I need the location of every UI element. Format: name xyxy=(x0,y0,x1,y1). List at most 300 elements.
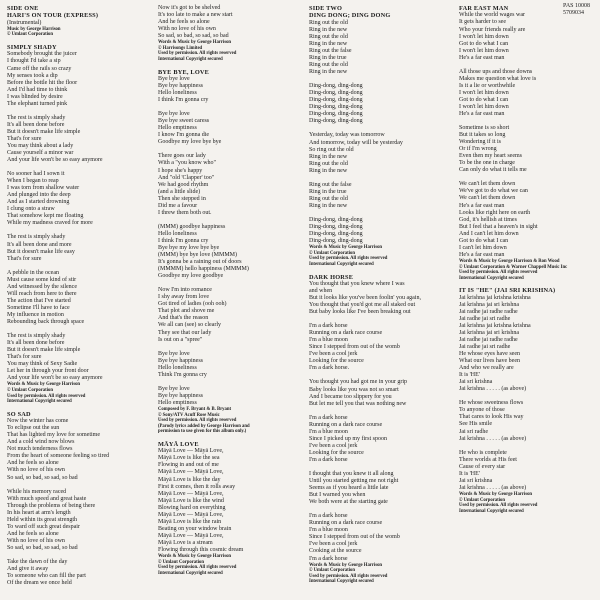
lyric-line: Not much tenderness flows xyxy=(7,446,73,453)
lyric-line: Looking for the source xyxy=(309,449,364,456)
lyric-line: Cause yourself a minor war xyxy=(7,150,74,157)
stanza-gap xyxy=(158,104,300,111)
lyric-line: Ring out the old xyxy=(309,160,348,167)
credit-line: Used by permission. All rights reserved xyxy=(459,270,538,276)
song-title: FAR EAST MAN xyxy=(459,5,509,12)
song-title: BYE BYE, LOVE xyxy=(158,68,210,76)
lyric-line: So sad, so bad, so sad, so bad xyxy=(7,474,78,481)
lyric-line: I thought that you knew it all along xyxy=(309,470,394,477)
lyric-line: Hello loneliness xyxy=(158,230,197,237)
lyric-line: I hope she's happy xyxy=(158,167,203,174)
catalog-line: 5709034 xyxy=(563,10,585,16)
lyric-line: Ding-dong, ding-dong xyxy=(309,83,363,90)
lyric-line: And give it away xyxy=(7,566,49,573)
lyric-line: I won't let him down xyxy=(459,89,509,96)
lyric-line: To eclipse out the sun xyxy=(7,425,60,432)
credit-line: Used by permission. All rights reserved xyxy=(158,418,237,424)
lyric-line: That somehow kept me floating xyxy=(7,213,84,220)
credit-line: Used by permission. All rights reserved xyxy=(158,565,237,571)
lyric-line: And your life won't be so easy anymore xyxy=(7,157,103,164)
lyric-line: I'm a dark horse xyxy=(309,456,348,463)
lyric-line: Bye bye love xyxy=(158,76,190,83)
lyric-line: You thought that you knew where I was xyxy=(309,280,405,287)
lyric-line: Even then my heart seems xyxy=(459,153,522,160)
lyric-line: It's gonna be a raining out of doors xyxy=(158,259,242,266)
lyric-line: Yesterday, today was tomorrow xyxy=(309,132,385,139)
lyric-line: It's all been done before xyxy=(7,340,65,347)
lyric-line: We all can (see) so clearly xyxy=(158,322,221,329)
lyric-line: But baby looks like I've been breaking out xyxy=(309,309,411,316)
lyric-line: Must cause some kind of stir xyxy=(7,276,77,283)
lyric-line: Hello emptiness xyxy=(158,125,197,132)
lyric-line: We can't let them down xyxy=(459,181,516,188)
lyric-line: Now it's got to be shelved xyxy=(158,5,221,11)
credit-line: Words & Music by George Harrison xyxy=(158,40,232,46)
stanza-gap xyxy=(7,552,149,559)
lyric-line: Flowing through this cosmic dream xyxy=(158,546,244,553)
credit-line: International Copyright secured xyxy=(158,570,223,576)
lyric-line: Ding-dong, ding-dong xyxy=(309,238,363,245)
lyric-line: With much speed and great haste xyxy=(7,495,87,502)
lyric-line: That cares to look His way xyxy=(459,414,524,421)
song-credits xyxy=(7,382,149,404)
lyric-line: And he feels so alone xyxy=(7,460,59,467)
lyric-line: It's all been done and more xyxy=(7,241,72,248)
lyric-line: I won't let him down xyxy=(459,47,509,54)
song-credits xyxy=(7,27,149,38)
stanza-gap xyxy=(158,344,300,351)
lyric-line: To anyone of those xyxy=(459,407,505,414)
lyric-line: That's for sure xyxy=(7,135,42,142)
lyric-line: Since I picked up my first spoon xyxy=(309,435,387,442)
lyric-line: In his heart at arm's length xyxy=(7,509,71,516)
song-block xyxy=(158,69,300,435)
stanza-gap xyxy=(7,482,149,489)
lyric-line: Take the dawn of the day xyxy=(7,559,68,565)
lyric-line: And "old 'Clapper' too" xyxy=(158,174,215,181)
lyric-line: It's too late to make a new start xyxy=(158,12,233,19)
lyric-line: Ding-dong, ding-dong xyxy=(309,223,363,230)
lyric-line: The rest is simply shady xyxy=(7,114,66,121)
lyric-line: I've been a cool jerk xyxy=(309,442,358,449)
lyric-line: You thought that you'd got me all staked out xyxy=(309,302,416,309)
lyric-line: Did me a favour xyxy=(158,202,198,209)
lyric-line: So sad, so bad, so sad, so bad xyxy=(158,33,229,40)
lyric-line: Since I stepped from out of the womb xyxy=(309,344,400,351)
lyric-line: But it looks like you've been foolin' you again, xyxy=(309,295,421,301)
lyric-line: Until you started getting me not right xyxy=(309,478,399,485)
stanza-gap xyxy=(459,118,600,125)
lyric-line: He's a far east man xyxy=(459,202,505,209)
lyric-line: Ring out the old xyxy=(309,33,348,40)
lyric-line: And I can't let him down xyxy=(459,230,519,237)
lyric-line: Baby looks like you was not so smart xyxy=(309,386,399,393)
lyric-line: Ding-dong, ding-dong xyxy=(309,104,363,111)
lyric-line: I think I'm gonna cry xyxy=(158,237,209,244)
lyric-line: With no love of his own xyxy=(7,537,65,544)
lyric-line: It is 'HE' xyxy=(459,470,480,477)
lyric-line: Ring out the old xyxy=(309,19,348,26)
lyric-line: And he feels so alone xyxy=(7,530,59,537)
lyric-line: I'm a dark horse. xyxy=(309,365,350,372)
lyric-line: Bye bye sweet caress xyxy=(158,118,210,125)
lyric-line: Since I stepped from out of the womb xyxy=(309,534,400,541)
lyric-line: Jai krishna jai sri krishna xyxy=(459,329,519,336)
lyric-line: Goodbye my love bye bye xyxy=(158,139,222,146)
lyrics-column-1 xyxy=(7,5,149,593)
credit-line: © Umlaut Corporation xyxy=(158,559,204,565)
song-title: IT IS "HE" (JAI SRI KRISHNA) xyxy=(459,287,556,295)
lyric-line: Jai krishna jai krishna krishna xyxy=(459,322,531,329)
lyric-line: Ding-dong, ding-dong xyxy=(309,231,363,238)
lyric-line: With no love of his own xyxy=(7,467,65,474)
lyric-line: Bye bye my love bye bye xyxy=(158,245,220,251)
song-credits xyxy=(158,554,300,576)
lyric-line: Bye bye love xyxy=(158,385,190,392)
lyric-line: Now I'm into romance xyxy=(158,287,212,294)
lyric-line: Jai sri krishna xyxy=(459,477,493,484)
stanza-gap xyxy=(158,280,300,287)
lyric-line: And as I started drowning xyxy=(7,199,70,206)
credit-line: International Copyright secured xyxy=(7,399,72,405)
credit-line: Used by permission. All rights reserved xyxy=(459,503,538,509)
lyric-line: While the world wages war xyxy=(459,12,525,19)
lyric-line: Think I'm gonna cry xyxy=(158,371,207,378)
song-title: MĀYĀ LOVE xyxy=(158,440,199,448)
lyric-line: Māyā Love — Māyā Love, xyxy=(158,490,224,497)
stanza-gap xyxy=(309,125,451,132)
lyric-line: Through the problems of being there xyxy=(7,502,96,509)
lyric-line: I won't let him down xyxy=(459,103,509,110)
lyric-line: That plot and shove me xyxy=(158,308,215,315)
lyric-line: Ring in the new xyxy=(309,26,348,33)
stanza-gap xyxy=(459,443,600,450)
lyric-line: And he feels so alone xyxy=(158,19,210,26)
lyric-line: All those ups and those downs xyxy=(459,68,533,75)
lyric-line: And that's the reason xyxy=(158,315,209,322)
song-block xyxy=(7,5,149,38)
lyric-line: The elephant turned pink xyxy=(7,100,68,107)
lyric-line: We had good rhythm xyxy=(158,181,209,188)
lyric-line: Cause of every star xyxy=(459,463,506,470)
credit-line: Words & Music by George Harrison & Ron Wood xyxy=(459,258,560,264)
song-block xyxy=(309,274,451,585)
stanza-gap xyxy=(309,210,451,217)
lyric-line: To someone who can fill the part xyxy=(7,573,86,580)
lyric-line: Cooking at the source xyxy=(309,548,362,555)
lyric-line: There worlds at His feet xyxy=(459,456,517,463)
lyric-line: Jai sri krishna xyxy=(459,379,493,386)
lyric-line: Came off the rails so crazy xyxy=(7,65,72,72)
credit-line: © Umlaut Corporation xyxy=(7,387,53,393)
song-credits xyxy=(459,492,600,514)
lyric-line: Seems as if you heard a little late xyxy=(309,485,389,492)
lyrics-column-3 xyxy=(309,5,451,591)
song-block xyxy=(459,5,600,281)
song-title: SO SAD xyxy=(7,410,31,418)
credit-line: Words & Music by George Harrison xyxy=(309,562,383,568)
lyric-line: Somebody brought the juicer xyxy=(7,51,77,58)
credit-line: Words & Music by George Harrison xyxy=(158,554,232,560)
song-credits xyxy=(309,563,451,585)
lyrics-column-4 xyxy=(459,5,600,520)
lyric-line: We've got to do what we can xyxy=(459,188,528,195)
lyric-line: It's all been done before xyxy=(7,121,65,128)
lyric-line: I can't let him down xyxy=(459,244,507,251)
lyric-line: That's for sure xyxy=(7,255,42,262)
song-credits xyxy=(459,259,600,281)
lyric-line: But I feel that a heaven's in sight xyxy=(459,223,538,230)
song-title: DARK HORSE xyxy=(309,273,354,281)
lyric-line: I was torn from shallow water xyxy=(7,185,80,192)
lyric-line: Is it a lie or worthwhile xyxy=(459,82,516,89)
lyric-line: Running on a dark race course xyxy=(309,520,383,527)
lyric-line: Got to do what I can xyxy=(459,96,509,103)
lyric-line: Bye bye love xyxy=(158,111,190,118)
lyric-line: And I became too slippery for you xyxy=(309,393,392,400)
lyric-line: Ring out the old xyxy=(309,62,348,69)
lyric-line: He who is complete xyxy=(459,449,507,456)
lyric-line: Ring in the new xyxy=(309,40,348,47)
lyric-line: I'm a dark horse xyxy=(309,414,348,421)
lyric-line: I clung onto a straw xyxy=(7,206,55,213)
lyric-line: Ring in the true xyxy=(309,188,347,195)
lyric-line: Bye bye happiness xyxy=(158,392,203,399)
lyric-line: Got tired of ladies (ooh ooh) xyxy=(158,301,227,308)
stanza-gap xyxy=(309,316,451,323)
stanza-gap xyxy=(309,506,451,513)
lyric-line: Jai krishna . . . . . (as above) xyxy=(459,484,527,491)
side-heading: SIDE ONE xyxy=(7,5,39,12)
lyric-line: (and a little slide) xyxy=(158,188,201,195)
lyric-line: (MMM) goodbye happiness xyxy=(158,223,226,230)
song-title: SIMPLY SHADY xyxy=(7,44,57,51)
lyric-line: Of the dream we once held xyxy=(7,580,72,587)
lyric-line: Ring in the new xyxy=(309,167,348,174)
lyric-line: Running on a dark race course xyxy=(309,421,383,428)
lyric-line: Can only do what it tells me xyxy=(459,167,527,174)
lyric-line: Jai krishna jai sri krishna xyxy=(459,301,519,308)
credit-line: Words & Music by George Harrison xyxy=(459,491,533,497)
lyric-line: I won't let him down xyxy=(459,33,509,40)
lyric-line: I'm a blue moon xyxy=(309,527,348,534)
stanza-gap xyxy=(309,464,451,471)
lyric-line: But it doesn't make life simple xyxy=(7,347,81,354)
stanza-gap xyxy=(7,326,149,333)
credit-line: © Umlaut Corporation & Warner Chappell Music Inc xyxy=(459,264,568,270)
lyric-line: The rest is simply shady xyxy=(7,333,66,340)
credit-line: © Umlaut Corporation xyxy=(459,497,505,503)
lyric-line: You may think of Sexy Sadie xyxy=(7,361,78,368)
credit-line: © Umlaut Corporation xyxy=(7,32,53,38)
lyric-line: And who we really are xyxy=(459,365,514,372)
lyric-line: Māyā Love is a stream xyxy=(158,539,213,546)
lyric-line: and when xyxy=(309,287,333,294)
lyric-line: Ding-dong, ding-dong xyxy=(309,216,363,223)
lyric-line: Māyā Love — Māyā Love, xyxy=(158,511,224,518)
lyric-line: But let me tell you that was nothing new xyxy=(309,400,407,407)
lyric-line: Ring in the true xyxy=(309,55,347,62)
lyric-line: We both were at the starting gate xyxy=(309,499,388,506)
stanza-gap xyxy=(158,146,300,153)
credit-line: International Copyright secured xyxy=(158,57,223,63)
credit-line: Composed by F. Bryant & B. Bryant xyxy=(158,406,232,412)
lyric-line: The rest is simply shady xyxy=(7,234,66,241)
lyric-line: With a "you know who" xyxy=(158,160,216,167)
lyric-line: Got to do what I can xyxy=(459,237,509,244)
lyric-line: Ding-dong, ding-dong xyxy=(309,90,363,97)
lyric-line: Ding-dong, ding-dong xyxy=(309,118,363,125)
song-credits xyxy=(158,40,300,62)
stanza-gap xyxy=(158,217,300,224)
lyric-line: While his memory raced xyxy=(7,488,67,495)
lyric-line: He's a far east man xyxy=(459,111,505,118)
lyric-line: And plunged into the deep xyxy=(7,192,71,199)
credit-line: © Umlaut Corporation xyxy=(309,568,355,574)
lyric-line: Māyā Love — Māyā Love, xyxy=(158,532,224,539)
lyric-line: I'm a dark horse xyxy=(309,555,348,562)
lyric-line: I think I'm gonna cry xyxy=(158,97,209,104)
lyric-line: Jai radhe jai sri radhe xyxy=(459,344,511,351)
song-block xyxy=(7,44,149,405)
song-credits xyxy=(158,407,300,435)
song-block xyxy=(309,5,451,268)
credit-line: © Harrisongs Limited xyxy=(158,45,203,51)
lyric-line: Ding-dong, ding-dong xyxy=(309,97,363,104)
lyric-line: While my madness craved for more xyxy=(7,220,93,227)
song-subtitle: (Instrumental) xyxy=(7,19,42,26)
lyric-line: With no love of his own xyxy=(158,26,216,33)
lyric-line: Hello loneliness xyxy=(158,364,197,371)
lyric-line: To ward off such great despair xyxy=(7,523,80,530)
lyric-line: Wondering if it is xyxy=(459,139,502,146)
song-block xyxy=(7,411,149,587)
lyric-line: (MMMM) hello happiness (MMMM) xyxy=(158,266,249,273)
lyric-line: Got to do what I can xyxy=(459,40,509,47)
song-block xyxy=(158,5,300,63)
stanza-gap xyxy=(158,379,300,386)
stanza-gap xyxy=(459,174,600,181)
lyric-line: From the heart of someone feeling so tired xyxy=(7,453,110,460)
stanza-gap xyxy=(7,263,149,270)
lyric-line: And your life won't be so easy anymore xyxy=(7,375,103,382)
lyric-line: Jai radhe jai radhe radhe xyxy=(459,336,518,343)
credit-line: Used by permission. All rights reserved xyxy=(7,393,86,399)
lyric-line: Māyā Love is like the sea xyxy=(158,455,220,462)
lyric-line: Sometime I'll have to face xyxy=(7,304,70,311)
lyric-line: Ring out the false xyxy=(309,181,352,188)
lyric-line: Hello emptiness xyxy=(158,399,197,406)
lyric-line: I'm a dark horse xyxy=(309,513,348,520)
lyric-line: God, it's hellish at times xyxy=(459,216,517,223)
lyric-line: I know I'm gonna die xyxy=(158,132,210,139)
stanza-gap xyxy=(309,76,451,83)
lyric-line: See His smile xyxy=(459,421,492,428)
lyric-line: Rebounding back through space xyxy=(7,319,85,325)
lyric-line: They see that our lady xyxy=(158,329,212,336)
lyric-line: You may think about a lady xyxy=(7,142,74,149)
lyric-line: He whose sweetness flows xyxy=(459,400,524,407)
lyric-line: Ring in the new xyxy=(309,69,348,76)
lyric-line: So sad, so bad, so sad, so bad xyxy=(7,544,78,551)
credit-line: (Parody lyrics added by George Harrison and xyxy=(158,423,250,429)
song-title: HARI'S ON TOUR (EXPRESS) xyxy=(7,12,99,20)
lyric-line: But it doesn't make life easy xyxy=(7,248,75,255)
lyric-line: And a cold wind now blows xyxy=(7,439,75,446)
lyric-line: I thought I'd take a sip xyxy=(7,58,61,65)
lyrics-column-2 xyxy=(158,5,300,582)
lyric-line: To be the one in charge xyxy=(459,160,515,167)
credit-line: Used by permission. All rights reserved xyxy=(158,51,237,57)
stanza-gap xyxy=(459,62,600,69)
lyric-line: Bye bye happiness xyxy=(158,357,203,364)
lyric-line: Or if I'm wrong xyxy=(459,146,497,153)
lyric-line: And witnessed by the silence xyxy=(7,283,77,290)
credit-line: Words & Music by George Harrison xyxy=(7,382,81,388)
lyric-line: But it doesn't make life simple xyxy=(7,128,81,135)
lyric-line: I'm a blue moon xyxy=(309,428,348,435)
lyric-line: Sometime is so short xyxy=(459,125,510,132)
lyric-line: My influence in motion xyxy=(7,311,64,318)
lyric-line: That's for sure xyxy=(7,354,42,361)
lyric-line: Māyā Love is like the wind xyxy=(158,497,224,504)
lyric-line: Māyā Love is like the day xyxy=(158,476,221,483)
lyric-line: Blowing hard on everything xyxy=(158,504,226,511)
lyric-line: Then she stepped in xyxy=(158,195,206,202)
credit-line: Used by permission. All rights reserved xyxy=(309,256,388,262)
song-block xyxy=(459,287,600,514)
lyric-line: I was blinded by desire xyxy=(7,93,63,100)
lyric-line: He's a far east man xyxy=(459,54,505,61)
lyric-line: I'm a blue moon xyxy=(309,337,348,344)
lyric-line: Māyā Love — Māyā Love, xyxy=(158,469,224,476)
side-heading: SIDE TWO xyxy=(309,5,343,12)
lyric-line: Ring out the old xyxy=(309,195,348,202)
stanza-gap xyxy=(309,372,451,379)
song-block xyxy=(158,441,300,576)
lyric-line: Ding-dong, ding-dong xyxy=(309,111,363,118)
lyric-line: Looks like right here on earth xyxy=(459,209,531,216)
lyric-line: My senses took a dip xyxy=(7,72,58,79)
lyric-line: Jai krishna . . . . . (as above) xyxy=(459,386,527,393)
credit-line: permission to use given for this album only.) xyxy=(158,429,247,435)
credit-line: International Copyright secured xyxy=(309,579,374,585)
lyric-line: Hello loneliness xyxy=(158,90,197,97)
lyric-line: Ring in the new xyxy=(309,153,348,160)
lyric-line: I've been a cool jerk xyxy=(309,351,358,358)
lyric-line: I shy away from love xyxy=(158,294,209,301)
lyric-line: He whose eyes have seen xyxy=(459,351,520,358)
credit-line: Words & Music by George Harrison xyxy=(309,245,383,251)
stanza-gap xyxy=(309,408,451,415)
credit-line: © Sony/ATV Acuff Rose Music xyxy=(158,412,220,418)
lyric-line: Ring out the false xyxy=(309,48,352,54)
stanza-gap xyxy=(7,164,149,171)
lyric-line: Flowing in and out of me xyxy=(158,462,219,469)
lyric-line: Ring in the new xyxy=(309,202,348,209)
credit-line: International Copyright secured xyxy=(459,275,524,281)
lyric-line: Running on a dark race course xyxy=(309,330,383,337)
lyric-line: Bye bye love xyxy=(158,350,190,357)
lyric-line: The action that I've started xyxy=(7,297,71,304)
lyric-line: Jai radhe jai radhe radhe xyxy=(459,308,518,315)
credit-line: International Copyright secured xyxy=(309,261,374,267)
lyric-line: Now the winter has come xyxy=(7,418,69,425)
stanza-gap xyxy=(7,108,149,115)
lyric-line: Makes me question what love is xyxy=(459,75,537,82)
lyric-line: I've been a cool jerk xyxy=(309,541,358,548)
lyric-line: Looking for the source xyxy=(309,358,364,365)
